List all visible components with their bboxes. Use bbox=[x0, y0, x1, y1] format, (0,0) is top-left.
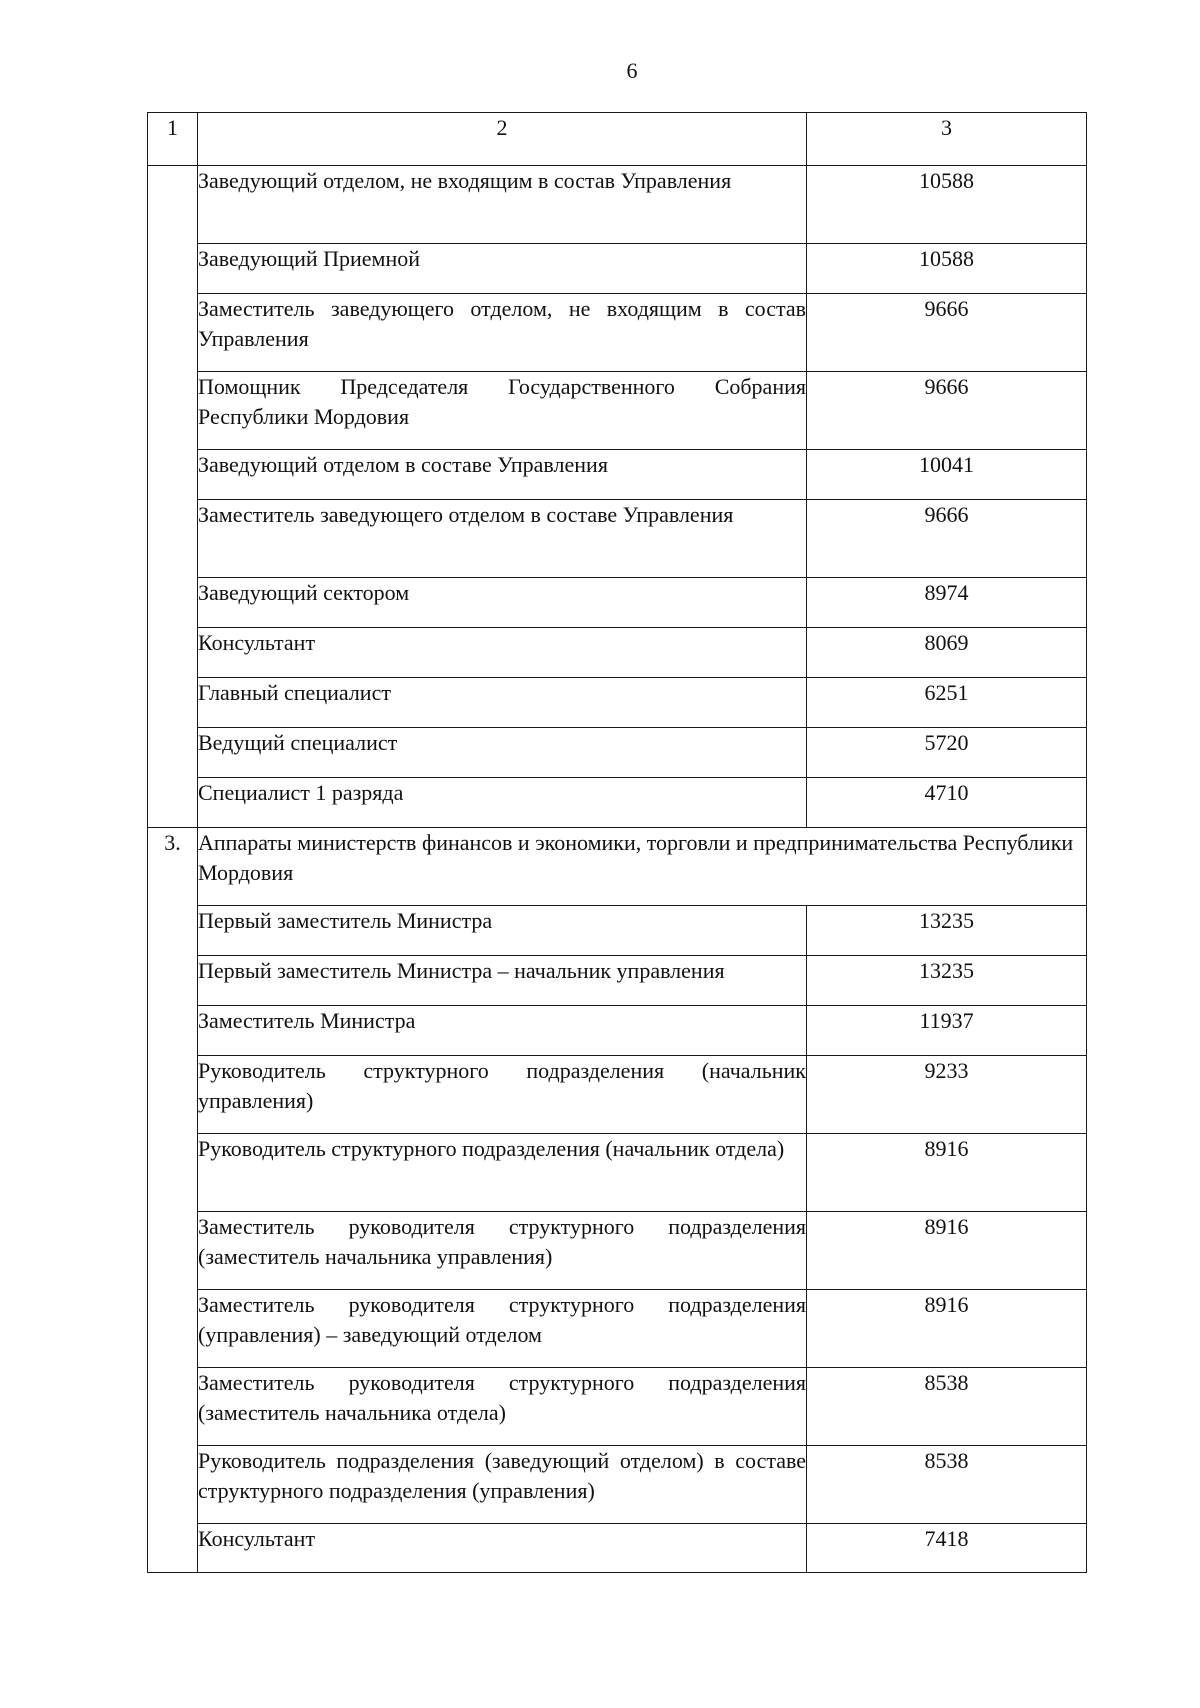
position-cell: Заместитель руководителя структурного подразделения (управления) – заведующий отделом bbox=[198, 1290, 807, 1368]
position-cell: Руководитель структурного подразделения (начальник управления) bbox=[198, 1056, 807, 1134]
position-cell: Заместитель заведующего отделом, не входящим в состав Управления bbox=[198, 294, 807, 372]
salary-table bbox=[147, 112, 1087, 1573]
position-cell: Руководитель подразделения (заведующий отделом) в составе структурного подразделения (управления) bbox=[198, 1446, 807, 1524]
position-cell: Заместитель руководителя структурного подразделения (заместитель начальника управления) bbox=[198, 1212, 807, 1290]
amount-cell: 4710 bbox=[807, 778, 1087, 828]
table-row bbox=[148, 450, 1087, 500]
table-row bbox=[148, 628, 1087, 678]
header-col-1: 1 bbox=[148, 113, 198, 166]
position-cell: Заместитель Министра bbox=[198, 1006, 807, 1056]
table-row bbox=[148, 500, 1087, 578]
table-row bbox=[148, 1006, 1087, 1056]
amount-cell: 6251 bbox=[807, 678, 1087, 728]
position-cell: Помощник Председателя Государственного Собрания Республики Мордовия bbox=[198, 372, 807, 450]
amount-cell: 5720 bbox=[807, 728, 1087, 778]
position-cell: Первый заместитель Министра – начальник управления bbox=[198, 956, 807, 1006]
amount-cell: 13235 bbox=[807, 906, 1087, 956]
table-row bbox=[148, 778, 1087, 828]
position-cell: Консультант bbox=[198, 1524, 807, 1573]
table-row bbox=[148, 1524, 1087, 1573]
position-cell: Главный специалист bbox=[198, 678, 807, 728]
amount-cell: 13235 bbox=[807, 956, 1087, 1006]
amount-cell: 8538 bbox=[807, 1446, 1087, 1524]
table-row bbox=[148, 166, 1087, 244]
header-col-3: 3 bbox=[807, 113, 1087, 166]
header-col-2: 2 bbox=[198, 113, 807, 166]
amount-cell: 11937 bbox=[807, 1006, 1087, 1056]
section-title: Аппараты министерств финансов и экономики, торговли и предпринимательства Республики Мордовия bbox=[198, 828, 1087, 906]
amount-cell: 8916 bbox=[807, 1212, 1087, 1290]
section-row bbox=[148, 828, 1087, 906]
section-number: 3. bbox=[148, 828, 198, 1573]
table-row bbox=[148, 1446, 1087, 1524]
position-cell: Заведующий отделом в составе Управления bbox=[198, 450, 807, 500]
amount-cell: 9666 bbox=[807, 372, 1087, 450]
amount-cell: 10588 bbox=[807, 244, 1087, 294]
amount-cell: 9666 bbox=[807, 294, 1087, 372]
position-cell: Специалист 1 разряда bbox=[198, 778, 807, 828]
position-cell: Ведущий специалист bbox=[198, 728, 807, 778]
table-row bbox=[148, 244, 1087, 294]
section-number-cell-empty bbox=[148, 166, 198, 828]
amount-cell: 8069 bbox=[807, 628, 1087, 678]
table-row bbox=[148, 372, 1087, 450]
table-row bbox=[148, 578, 1087, 628]
amount-cell: 8916 bbox=[807, 1134, 1087, 1212]
table-row bbox=[148, 294, 1087, 372]
position-cell: Заведующий сектором bbox=[198, 578, 807, 628]
position-cell: Консультант bbox=[198, 628, 807, 678]
table-header-row bbox=[148, 113, 1087, 166]
table-row bbox=[148, 1290, 1087, 1368]
amount-cell: 7418 bbox=[807, 1524, 1087, 1573]
table-row bbox=[148, 1056, 1087, 1134]
amount-cell: 8916 bbox=[807, 1290, 1087, 1368]
amount-cell: 10041 bbox=[807, 450, 1087, 500]
table-row bbox=[148, 1212, 1087, 1290]
table-row bbox=[148, 678, 1087, 728]
table-row bbox=[148, 1134, 1087, 1212]
table-row bbox=[148, 1368, 1087, 1446]
position-cell: Заведующий отделом, не входящим в состав Управления bbox=[198, 166, 807, 244]
position-cell: Заместитель руководителя структурного подразделения (заместитель начальника отдела) bbox=[198, 1368, 807, 1446]
position-cell: Руководитель структурного подразделения (начальник отдела) bbox=[198, 1134, 807, 1212]
position-cell: Заместитель заведующего отделом в составе Управления bbox=[198, 500, 807, 578]
table-row bbox=[148, 728, 1087, 778]
table-row bbox=[148, 956, 1087, 1006]
amount-cell: 10588 bbox=[807, 166, 1087, 244]
amount-cell: 9233 bbox=[807, 1056, 1087, 1134]
position-cell: Заведующий Приемной bbox=[198, 244, 807, 294]
amount-cell: 9666 bbox=[807, 500, 1087, 578]
amount-cell: 8974 bbox=[807, 578, 1087, 628]
amount-cell: 8538 bbox=[807, 1368, 1087, 1446]
table-row bbox=[148, 906, 1087, 956]
page-number: 6 bbox=[626, 58, 638, 83]
position-cell: Первый заместитель Министра bbox=[198, 906, 807, 956]
